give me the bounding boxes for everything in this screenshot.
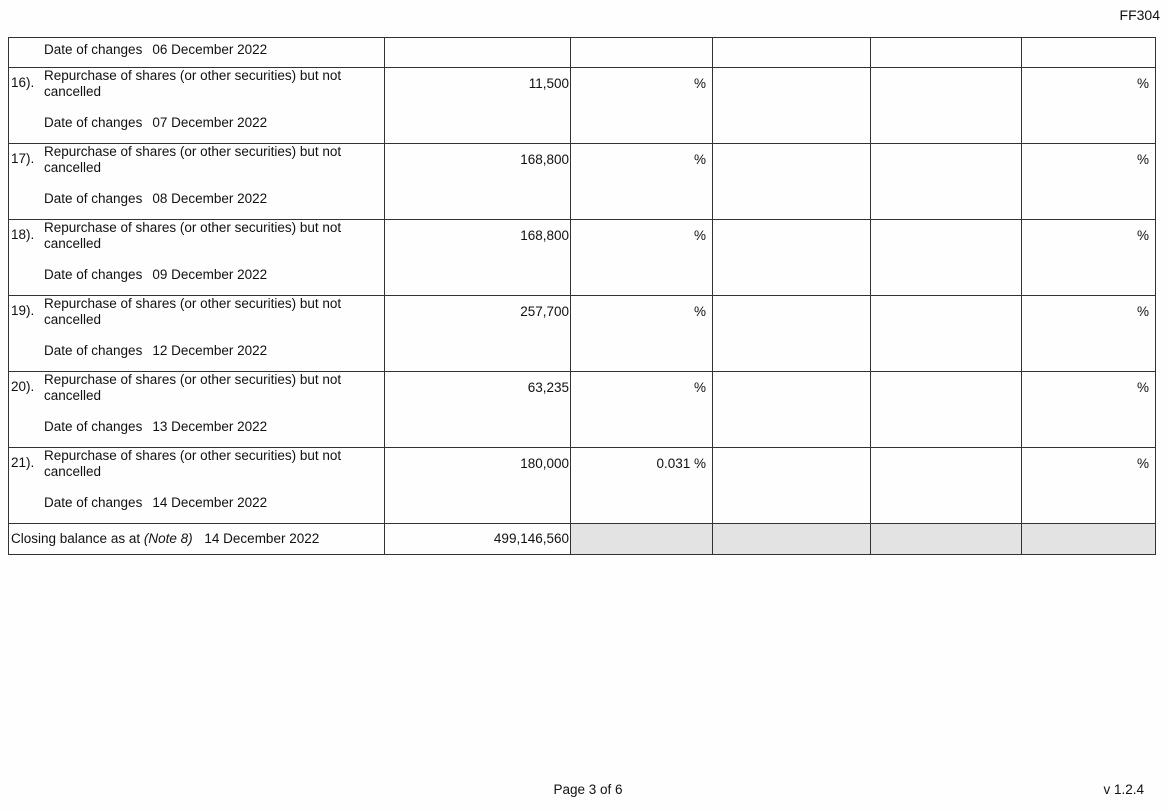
date-label: Date of changes <box>44 267 143 282</box>
item-number: 21). <box>11 455 35 470</box>
item-number: 18). <box>11 227 35 242</box>
table-row <box>9 296 1156 372</box>
empty-cell <box>871 372 1022 448</box>
date-value: 12 December 2022 <box>152 343 268 358</box>
item-description: Repurchase of shares (or other securities) but not cancelled <box>44 296 342 327</box>
percent-cell: % <box>1022 296 1156 372</box>
closing-balance-date: 14 December 2022 <box>204 531 320 546</box>
description-cell <box>9 144 385 220</box>
empty-cell <box>713 220 871 296</box>
table-row <box>9 68 1156 144</box>
item-description: Repurchase of shares (or other securities) but not cancelled <box>44 372 342 403</box>
empty-cell <box>713 144 871 220</box>
table-row <box>9 38 1156 68</box>
closing-balance-row <box>9 524 1156 555</box>
percent-cell: % <box>1022 372 1156 448</box>
percent-cell <box>571 38 713 68</box>
number-cell: 257,700 <box>385 296 571 372</box>
description-cell <box>9 372 385 448</box>
date-value: 13 December 2022 <box>152 419 268 434</box>
item-number: 20). <box>11 379 35 394</box>
date-label: Date of changes <box>44 419 143 434</box>
percent-cell: % <box>1022 448 1156 524</box>
number-cell: 180,000 <box>385 448 571 524</box>
date-value: 07 December 2022 <box>152 115 268 130</box>
date-value: 14 December 2022 <box>152 495 268 510</box>
percent-cell: % <box>571 372 713 448</box>
percent-cell: % <box>571 296 713 372</box>
item-number: 17). <box>11 151 35 166</box>
date-label: Date of changes <box>44 191 143 206</box>
item-number: 19). <box>11 303 35 318</box>
percent-cell: % <box>1022 144 1156 220</box>
percent-cell: % <box>571 220 713 296</box>
empty-cell <box>871 448 1022 524</box>
table-row <box>9 372 1156 448</box>
empty-cell <box>871 296 1022 372</box>
shaded-cell <box>1022 524 1156 555</box>
empty-cell <box>871 144 1022 220</box>
number-cell: 168,800 <box>385 220 571 296</box>
percent-cell <box>1022 38 1156 68</box>
percent-cell: % <box>571 144 713 220</box>
item-description: Repurchase of shares (or other securities) but not cancelled <box>44 144 342 175</box>
percent-cell: % <box>571 68 713 144</box>
date-value: 08 December 2022 <box>152 191 268 206</box>
empty-cell <box>871 68 1022 144</box>
table-row <box>9 220 1156 296</box>
closing-balance-value: 499,146,560 <box>385 524 571 555</box>
percent-cell: % <box>1022 220 1156 296</box>
closing-balance-note: (Note 8) <box>143 531 193 546</box>
number-cell: 168,800 <box>385 144 571 220</box>
date-value: 09 December 2022 <box>152 267 268 282</box>
empty-cell <box>871 220 1022 296</box>
number-cell <box>385 38 571 68</box>
date-label: Date of changes <box>44 42 143 57</box>
description-cell <box>9 38 385 68</box>
shaded-cell <box>871 524 1022 555</box>
table-row <box>9 448 1156 524</box>
version-label: v 1.2.4 <box>1103 782 1144 797</box>
percent-cell: % <box>1022 68 1156 144</box>
page-number: Page 3 of 6 <box>553 782 623 797</box>
movements-table <box>8 37 1156 555</box>
empty-cell <box>713 296 871 372</box>
form-code: FF304 <box>1119 7 1160 23</box>
empty-cell <box>871 38 1022 68</box>
table-row <box>9 144 1156 220</box>
empty-cell <box>713 38 871 68</box>
date-label: Date of changes <box>44 495 143 510</box>
percent-cell: 0.031 % <box>571 448 713 524</box>
shaded-cell <box>571 524 713 555</box>
item-description: Repurchase of shares (or other securities) but not cancelled <box>44 220 342 251</box>
item-number: 16). <box>11 75 35 90</box>
date-label: Date of changes <box>44 115 143 130</box>
closing-balance-label: Closing balance as at <box>11 531 141 546</box>
item-description: Repurchase of shares (or other securities) but not cancelled <box>44 448 342 479</box>
date-label: Date of changes <box>44 343 143 358</box>
empty-cell <box>713 448 871 524</box>
shaded-cell <box>713 524 871 555</box>
description-cell <box>9 296 385 372</box>
description-cell <box>9 448 385 524</box>
description-cell <box>9 220 385 296</box>
number-cell: 63,235 <box>385 372 571 448</box>
number-cell: 11,500 <box>385 68 571 144</box>
description-cell <box>9 68 385 144</box>
item-description: Repurchase of shares (or other securities) but not cancelled <box>44 68 342 99</box>
empty-cell <box>713 68 871 144</box>
closing-balance-label-cell <box>9 524 385 555</box>
empty-cell <box>713 372 871 448</box>
date-value: 06 December 2022 <box>152 42 268 57</box>
